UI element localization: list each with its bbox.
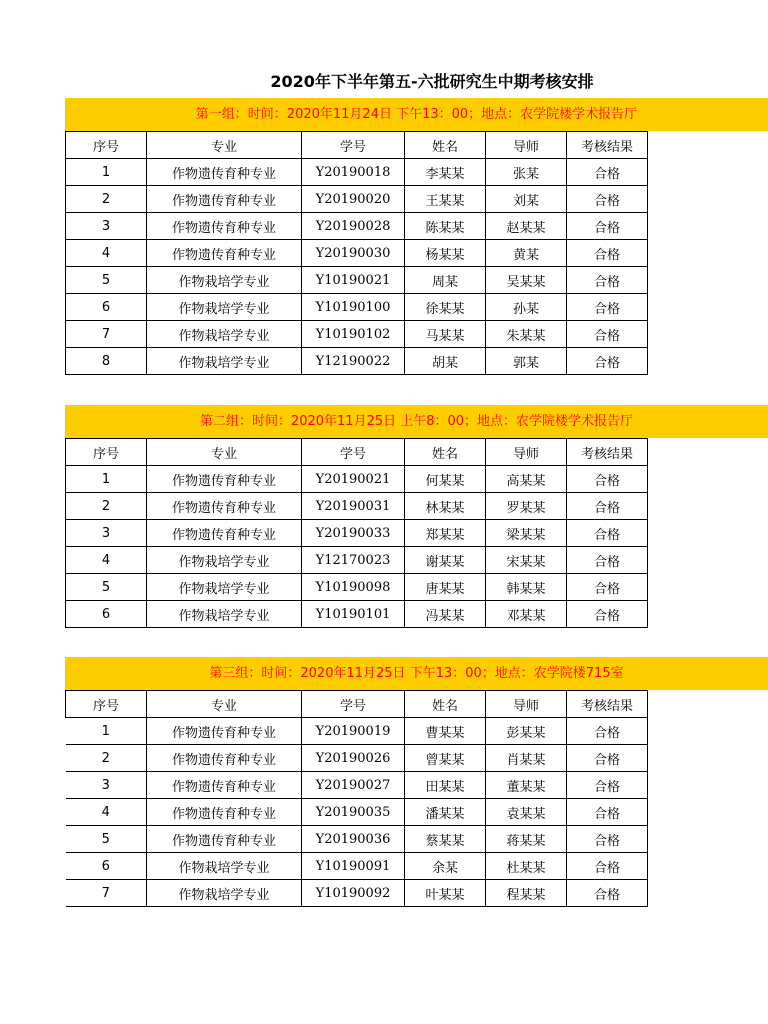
group-3-banner: 第三组：时间：2020年11月25日 下午13：00；地点：农学院楼715室: [65, 657, 768, 690]
row-result: 合格: [567, 880, 648, 907]
row-result: 合格: [567, 574, 648, 601]
row-name: 冯某某: [405, 601, 486, 628]
row-result: 合格: [567, 493, 648, 520]
table-row: [66, 348, 648, 375]
table-row: [66, 547, 648, 574]
table-row: [66, 493, 648, 520]
row-advisor: 刘某: [486, 186, 567, 213]
row-student-id: Y10190098: [302, 574, 405, 601]
row-advisor: 蒋某某: [486, 826, 567, 853]
table-row: [66, 853, 648, 880]
row-student-id: Y20190026: [302, 745, 405, 772]
header-student-id: 学号: [302, 132, 405, 159]
row-result: 合格: [567, 826, 648, 853]
row-major: 作物栽培学专业: [147, 601, 302, 628]
row-advisor: 肖某某: [486, 745, 567, 772]
row-advisor: 杜某某: [486, 853, 567, 880]
row-result: 合格: [567, 718, 648, 745]
table-row: [66, 799, 648, 826]
row-student-id: Y20190019: [302, 718, 405, 745]
document-title: 2020年下半年第五-六批研究生中期考核安排: [270, 72, 594, 91]
group-1: [65, 98, 768, 375]
table-row: [66, 574, 648, 601]
row-advisor: 袁某某: [486, 799, 567, 826]
row-index: 6: [66, 294, 147, 321]
table-row: [66, 321, 648, 348]
row-student-id: Y10190021: [302, 267, 405, 294]
row-major: 作物栽培学专业: [147, 853, 302, 880]
row-major: 作物遗传育种专业: [147, 493, 302, 520]
group-2: [65, 405, 768, 628]
row-result: 合格: [567, 240, 648, 267]
table-row: [66, 520, 648, 547]
row-name: 林某某: [405, 493, 486, 520]
row-name: 叶某某: [405, 880, 486, 907]
row-name: 胡某: [405, 348, 486, 375]
row-index: 3: [66, 213, 147, 240]
row-result: 合格: [567, 321, 648, 348]
row-result: 合格: [567, 799, 648, 826]
row-advisor: 高某某: [486, 466, 567, 493]
row-advisor: 彭某某: [486, 718, 567, 745]
row-student-id: Y20190031: [302, 493, 405, 520]
group-3: [65, 657, 768, 907]
header-index: 序号: [66, 691, 147, 718]
row-index: 4: [66, 240, 147, 267]
table-header-row: [66, 691, 648, 718]
row-student-id: Y12170023: [302, 547, 405, 574]
row-major: 作物栽培学专业: [147, 348, 302, 375]
row-major: 作物栽培学专业: [147, 880, 302, 907]
row-major: 作物遗传育种专业: [147, 213, 302, 240]
group-1-table: [65, 131, 648, 375]
row-student-id: Y20190021: [302, 466, 405, 493]
row-major: 作物栽培学专业: [147, 574, 302, 601]
table-row: [66, 186, 648, 213]
row-name: 周某: [405, 267, 486, 294]
header-name: 姓名: [405, 439, 486, 466]
row-name: 郑某某: [405, 520, 486, 547]
row-name: 王某某: [405, 186, 486, 213]
header-advisor: 导师: [486, 691, 567, 718]
row-student-id: Y20190027: [302, 772, 405, 799]
row-index: 5: [66, 826, 147, 853]
table-row: [66, 159, 648, 186]
row-advisor: 朱某某: [486, 321, 567, 348]
row-major: 作物栽培学专业: [147, 547, 302, 574]
table-row: [66, 466, 648, 493]
row-student-id: Y20190018: [302, 159, 405, 186]
group-3-table: [65, 690, 648, 907]
row-result: 合格: [567, 348, 648, 375]
row-major: 作物遗传育种专业: [147, 826, 302, 853]
group-1-banner: 第一组：时间：2020年11月24日 下午13：00；地点：农学院楼学术报告厅: [65, 98, 768, 131]
row-student-id: Y20190030: [302, 240, 405, 267]
table-header-row: [66, 132, 648, 159]
row-result: 合格: [567, 159, 648, 186]
row-name: 蔡某某: [405, 826, 486, 853]
row-index: 3: [66, 520, 147, 547]
row-name: 李某某: [405, 159, 486, 186]
row-name: 徐某某: [405, 294, 486, 321]
row-student-id: Y20190035: [302, 799, 405, 826]
row-index: 4: [66, 547, 147, 574]
row-advisor: 孙某: [486, 294, 567, 321]
row-index: 8: [66, 348, 147, 375]
row-major: 作物遗传育种专业: [147, 186, 302, 213]
row-result: 合格: [567, 466, 648, 493]
header-advisor: 导师: [486, 132, 567, 159]
row-student-id: Y20190020: [302, 186, 405, 213]
row-student-id: Y20190028: [302, 213, 405, 240]
table-row: [66, 718, 648, 745]
row-advisor: 邓某某: [486, 601, 567, 628]
header-result: 考核结果: [567, 132, 648, 159]
row-index: 6: [66, 853, 147, 880]
header-major: 专业: [147, 132, 302, 159]
header-major: 专业: [147, 691, 302, 718]
row-major: 作物遗传育种专业: [147, 159, 302, 186]
table-row: [66, 267, 648, 294]
row-index: 3: [66, 772, 147, 799]
row-result: 合格: [567, 213, 648, 240]
row-result: 合格: [567, 745, 648, 772]
row-major: 作物栽培学专业: [147, 321, 302, 348]
row-major: 作物遗传育种专业: [147, 240, 302, 267]
row-advisor: 吴某某: [486, 267, 567, 294]
row-index: 1: [66, 466, 147, 493]
header-result: 考核结果: [567, 439, 648, 466]
row-advisor: 宋某某: [486, 547, 567, 574]
row-student-id: Y12190022: [302, 348, 405, 375]
row-major: 作物遗传育种专业: [147, 745, 302, 772]
header-index: 序号: [66, 132, 147, 159]
row-advisor: 董某某: [486, 772, 567, 799]
row-index: 2: [66, 745, 147, 772]
row-index: 2: [66, 186, 147, 213]
row-index: 1: [66, 718, 147, 745]
group-2-banner: 第二组：时间：2020年11月25日 上午8：00；地点：农学院楼学术报告厅: [65, 405, 768, 438]
row-index: 5: [66, 267, 147, 294]
table-row: [66, 772, 648, 799]
table-header-row: [66, 439, 648, 466]
row-name: 曹某某: [405, 718, 486, 745]
table-row: [66, 745, 648, 772]
row-major: 作物栽培学专业: [147, 294, 302, 321]
row-index: 5: [66, 574, 147, 601]
row-major: 作物遗传育种专业: [147, 772, 302, 799]
row-name: 马某某: [405, 321, 486, 348]
row-student-id: Y10190102: [302, 321, 405, 348]
row-advisor: 黄某: [486, 240, 567, 267]
row-advisor: 赵某某: [486, 213, 567, 240]
row-result: 合格: [567, 294, 648, 321]
row-result: 合格: [567, 772, 648, 799]
row-index: 1: [66, 159, 147, 186]
row-result: 合格: [567, 520, 648, 547]
header-major: 专业: [147, 439, 302, 466]
row-advisor: 程某某: [486, 880, 567, 907]
row-name: 何某某: [405, 466, 486, 493]
row-index: 7: [66, 321, 147, 348]
row-result: 合格: [567, 853, 648, 880]
header-student-id: 学号: [302, 439, 405, 466]
table-row: [66, 294, 648, 321]
group-2-table: [65, 438, 648, 628]
row-result: 合格: [567, 186, 648, 213]
row-name: 潘某某: [405, 799, 486, 826]
table-row: [66, 880, 648, 907]
row-major: 作物遗传育种专业: [147, 718, 302, 745]
header-index: 序号: [66, 439, 147, 466]
row-name: 唐某某: [405, 574, 486, 601]
row-result: 合格: [567, 267, 648, 294]
row-advisor: 韩某某: [486, 574, 567, 601]
row-index: 4: [66, 799, 147, 826]
row-name: 曾某某: [405, 745, 486, 772]
row-major: 作物栽培学专业: [147, 267, 302, 294]
row-major: 作物遗传育种专业: [147, 466, 302, 493]
header-name: 姓名: [405, 132, 486, 159]
row-major: 作物遗传育种专业: [147, 799, 302, 826]
row-index: 7: [66, 880, 147, 907]
row-name: 杨某某: [405, 240, 486, 267]
table-row: [66, 826, 648, 853]
table-row: [66, 213, 648, 240]
row-name: 陈某某: [405, 213, 486, 240]
row-major: 作物遗传育种专业: [147, 520, 302, 547]
header-name: 姓名: [405, 691, 486, 718]
row-name: 谢某某: [405, 547, 486, 574]
row-index: 2: [66, 493, 147, 520]
row-name: 余某: [405, 853, 486, 880]
row-student-id: Y10190100: [302, 294, 405, 321]
table-row: [66, 601, 648, 628]
row-advisor: 张某: [486, 159, 567, 186]
row-student-id: Y20190033: [302, 520, 405, 547]
row-advisor: 罗某某: [486, 493, 567, 520]
row-student-id: Y10190101: [302, 601, 405, 628]
row-student-id: Y20190036: [302, 826, 405, 853]
row-name: 田某某: [405, 772, 486, 799]
row-index: 6: [66, 601, 147, 628]
table-row: [66, 240, 648, 267]
header-student-id: 学号: [302, 691, 405, 718]
header-advisor: 导师: [486, 439, 567, 466]
header-result: 考核结果: [567, 691, 648, 718]
row-result: 合格: [567, 601, 648, 628]
row-advisor: 郭某: [486, 348, 567, 375]
row-result: 合格: [567, 547, 648, 574]
row-student-id: Y10190092: [302, 880, 405, 907]
row-advisor: 梁某某: [486, 520, 567, 547]
row-student-id: Y10190091: [302, 853, 405, 880]
